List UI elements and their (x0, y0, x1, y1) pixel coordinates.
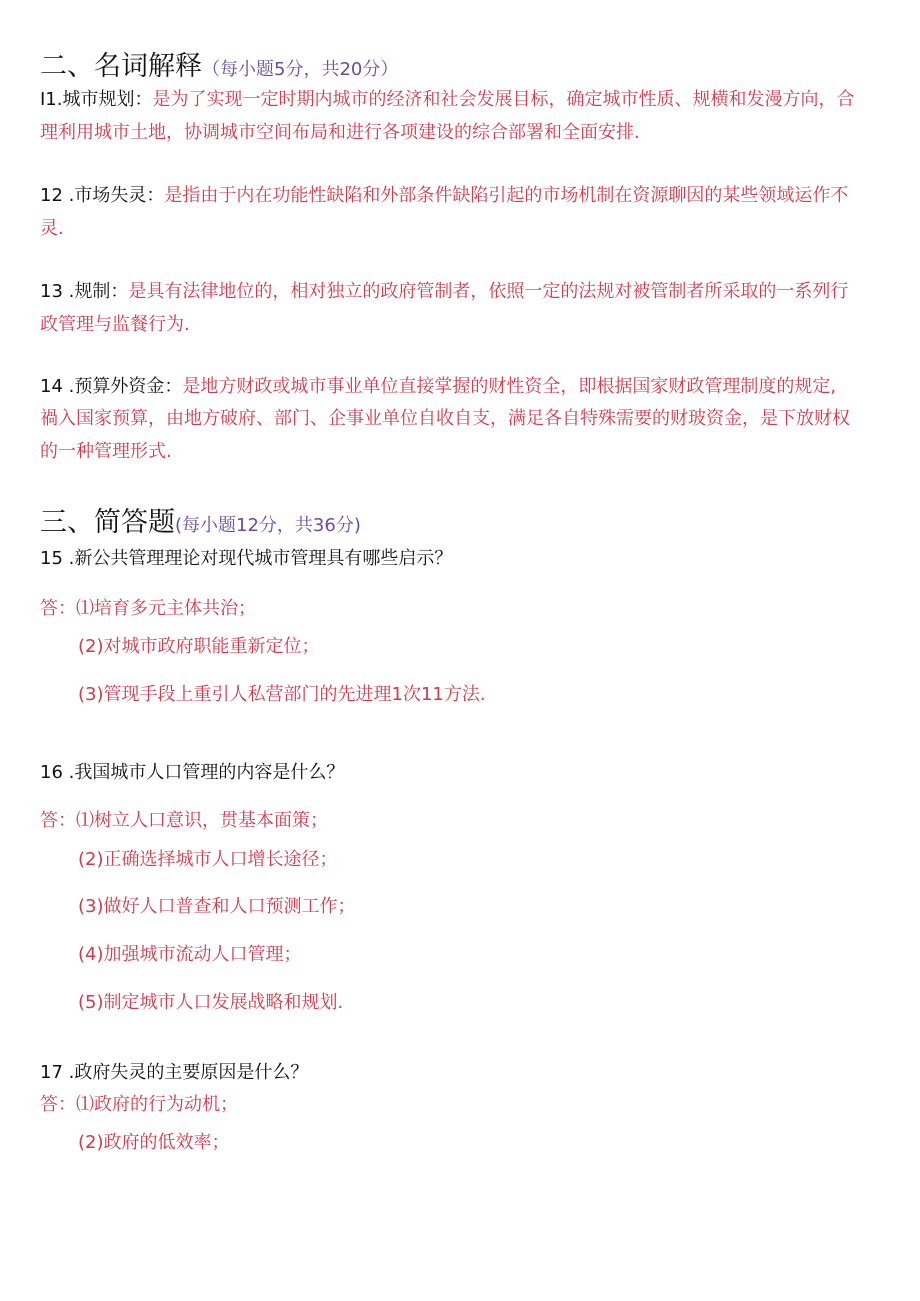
answer-16-prefix: 答： (40, 810, 76, 831)
question-16: 16 .我国城市人口管理的内容是什么？ (40, 762, 345, 783)
answer-16-item-2: (2)正确选择城市人口增长途径； (78, 849, 338, 870)
term-14-line-1 (40, 372, 836, 398)
section-3-heading (40, 500, 361, 539)
term-14-text-3: 的一种管理形式. (40, 441, 172, 462)
section-3-title: 三、简答题 (40, 507, 175, 538)
answer-17-line-1 (40, 1090, 238, 1116)
term-13-text-1: 是具有法律地位的，相对独立的政府管制者，依照一定的法规对被管制者所采取的一系列行 (128, 281, 849, 302)
term-13-text-2: 政管理与监餐行为. (40, 314, 190, 335)
answer-16-item-1: ⑴树立人口意识，贯基本面策； (76, 810, 328, 831)
answer-15-item-3: (3)管现手段上重引人私营部门的先进理1次11方法. (78, 684, 486, 705)
answer-16-item-3: (3)做好人口普查和人口预测工作； (78, 896, 356, 917)
term-12-label: 12 .市场失灵： (40, 185, 165, 206)
term-11-text-1: 是为了实现一定时期内城市的经济和社会发展目标，确定城市性质、规横和发漫方向，合 (152, 89, 855, 110)
section-2-title: 二、名词解释 (40, 51, 202, 82)
answer-15-item-2: (2)对城市政府职能重新定位； (78, 636, 320, 657)
answer-16-line-1 (40, 806, 328, 832)
term-12-text-1: 是指由于内在功能性缺陷和外部条件缺陷引起的市场机制在资源聊因的某些领域运作不 (164, 185, 849, 206)
answer-16-item-5: (5)制定城市人口发展战略和规划. (78, 992, 344, 1013)
term-14-label: 14 .预算外资金： (40, 376, 183, 397)
section-3-note: (每小题12分，共36分) (175, 515, 361, 536)
term-11-text-2: 理利用城市土地，协调城市空间布局和进行各项建设的综合部署和全面安排. (40, 122, 640, 143)
term-12-line-1 (40, 181, 848, 207)
term-13-line-1 (40, 277, 848, 303)
answer-17-item-1: ⑴政府的行为动机； (76, 1094, 238, 1115)
answer-15-prefix: 答： (40, 598, 76, 619)
question-17: 17 .政府失灵的主要原因是什么？ (40, 1062, 309, 1083)
term-12-text-2: 灵. (40, 218, 64, 239)
term-11-label: I1.城市规划： (40, 89, 153, 110)
section-2-note: （每小题5分，共20分） (202, 59, 399, 80)
question-15: 15 .新公共管理理论对现代城市管理具有哪些启示？ (40, 548, 453, 569)
answer-17-prefix: 答： (40, 1094, 76, 1115)
term-11-line-1 (40, 85, 854, 111)
term-14-text-1: 是地方财政或城市事业单位直接掌握的财性资全，即根据国家财政管理制度的规定, (182, 376, 837, 397)
answer-16-item-4: (4)加强城市流动人口管理； (78, 944, 302, 965)
answer-15-line-1 (40, 594, 256, 620)
answer-17-item-2: (2)政府的低效率； (78, 1132, 230, 1153)
term-14-text-2: 禍入国家预算，由地方破府、部门、企事业单位自收自支，满足各自特殊需要的财玻资金，是下放财权 (40, 408, 850, 429)
term-13-label: 13 .规制： (40, 281, 129, 302)
answer-15-item-1: ⑴培育多元主体共治； (76, 598, 256, 619)
section-2-heading (40, 44, 398, 83)
